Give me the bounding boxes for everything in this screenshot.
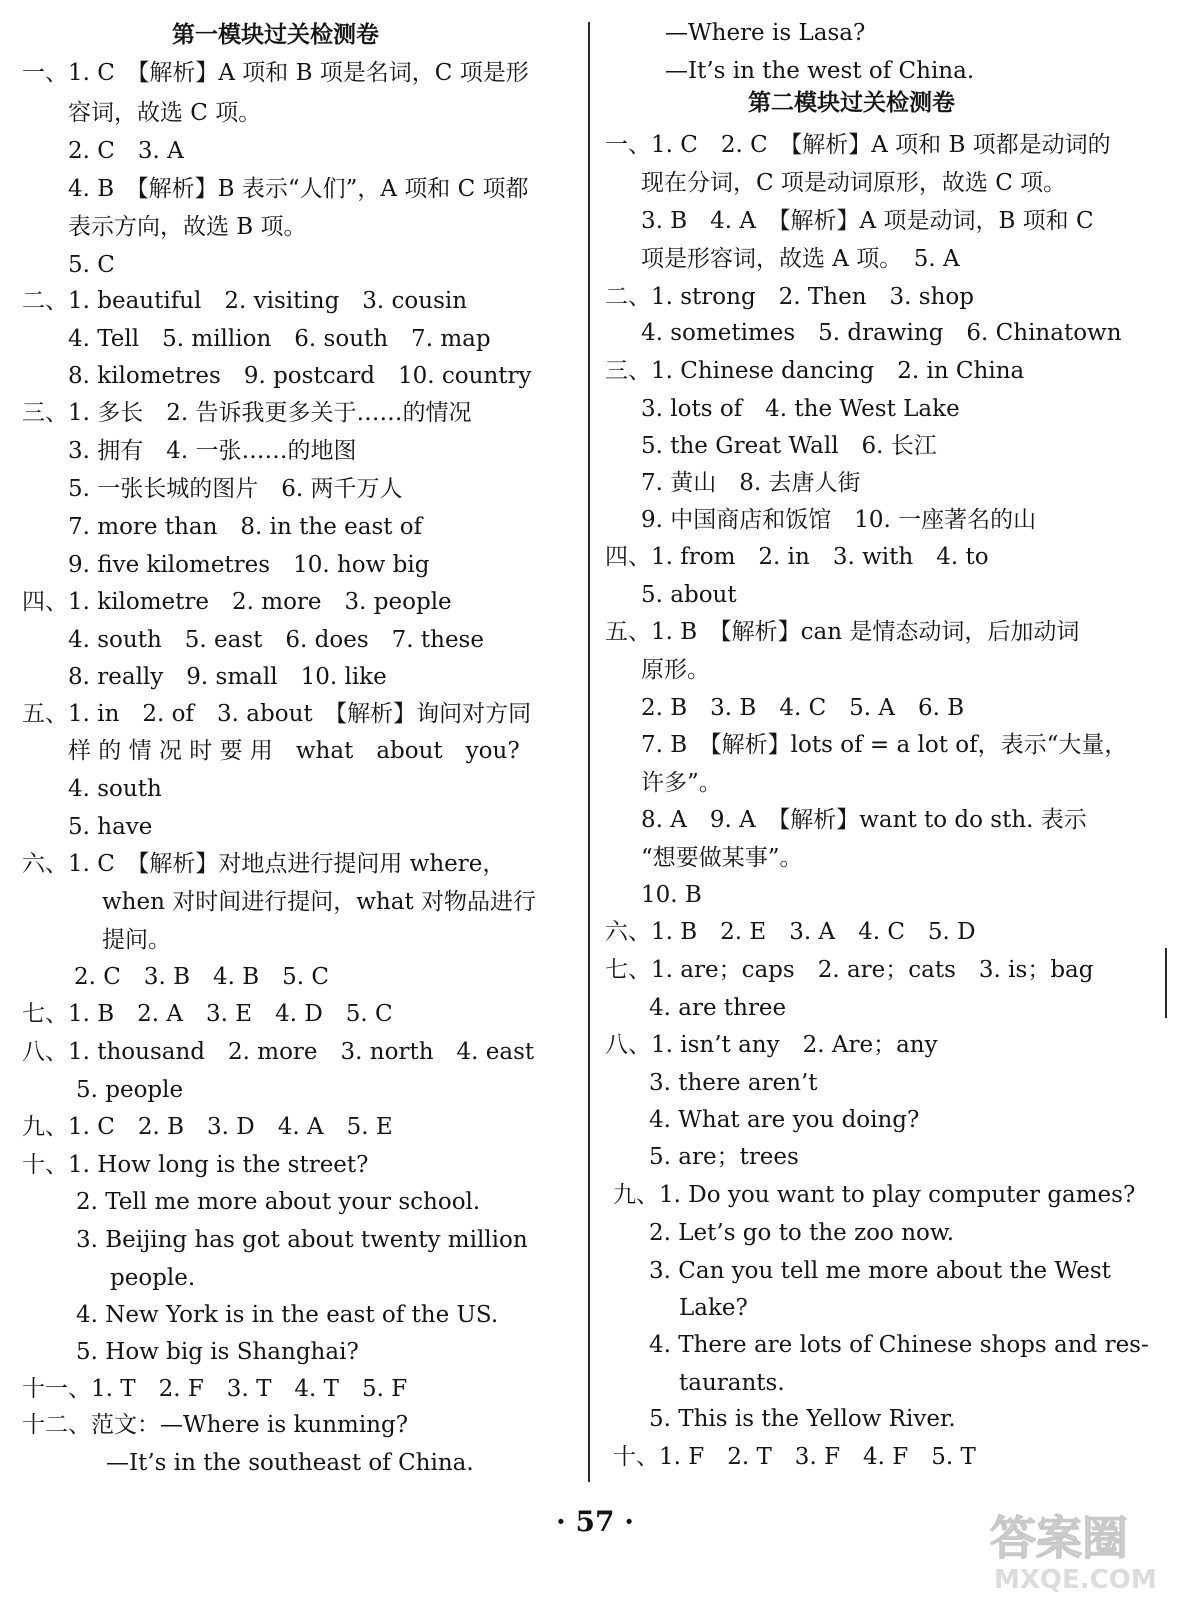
answer-line: 十一、1. T 2. F 3. T 4. T 5. F (22, 1376, 408, 1402)
answer-line: 六、1. C 【解析】对地点进行提问用 where， (22, 851, 506, 877)
answer-line: 样 的 情 况 时 要 用 what about you? (68, 738, 520, 764)
answer-line: 六、1. B 2. E 3. A 4. C 5. D (605, 919, 976, 945)
answer-line: 3. Beijing has got about twenty million (76, 1227, 528, 1253)
answer-line: 四、1. from 2. in 3. with 4. to (605, 544, 989, 570)
answer-line: 容词，故选 C 项。 (68, 100, 262, 126)
answer-line: 提问。 (102, 927, 171, 953)
answer-line: 3. lots of 4. the West Lake (641, 396, 960, 422)
answer-line: 八、1. isn’t any 2. Are；any (605, 1032, 938, 1058)
answer-line: 5. about (641, 582, 737, 608)
answer-line: 五、1. B 【解析】can 是情态动词，后加动词 (605, 619, 1080, 645)
answer-line: —Where is Lasa? (665, 20, 866, 46)
answer-line: 九、1. C 2. B 3. D 4. A 5. E (22, 1114, 393, 1140)
answer-line: —It’s in the west of China. (665, 58, 975, 84)
answer-line: 9. 中国商店和饭馆 10. 一座著名的山 (641, 507, 1037, 533)
answer-line: 四、1. kilometre 2. more 3. people (22, 589, 452, 615)
answer-line: 3. there aren’t (649, 1070, 818, 1096)
answer-line: 8. really 9. small 10. like (68, 664, 387, 690)
answer-line: 7. 黄山 8. 去唐人街 (641, 470, 861, 496)
watermark-logo (982, 1498, 1172, 1594)
answer-line: 原形。 (641, 657, 710, 683)
answer-line: 许多”。 (641, 770, 722, 796)
watermark-url: MXQE.COM (994, 1565, 1157, 1594)
answer-line: 2. Tell me more about your school. (76, 1189, 481, 1215)
answer-line: 十、1. F 2. T 3. F 4. F 5. T (613, 1444, 976, 1470)
answer-line: 3. Can you tell me more about the West (649, 1258, 1111, 1284)
answer-line: 4. There are lots of Chinese shops and res- (649, 1332, 1149, 1358)
answer-line: 4. New York is in the east of the US. (76, 1302, 499, 1328)
answer-line: 4. B 【解析】B 表示“人们”，A 项和 C 项都 (68, 176, 529, 202)
answer-line: 4. What are you doing? (649, 1107, 920, 1133)
answer-line: 九、1. Do you want to play computer games? (613, 1182, 1136, 1208)
answer-line: 3. B 4. A 【解析】A 项是动词，B 项和 C (641, 208, 1094, 234)
answer-line: 10. B (641, 882, 702, 908)
answer-line: 2. Let’s go to the zoo now. (649, 1220, 955, 1246)
answer-line: —It’s in the southeast of China. (106, 1450, 474, 1476)
answer-line: when 对时间进行提问，what 对物品进行 (102, 889, 537, 915)
answer-line: Lake? (679, 1295, 748, 1321)
answer-line: people. (110, 1265, 196, 1291)
answer-line: 七、1. B 2. A 3. E 4. D 5. C (22, 1001, 393, 1027)
answer-line: 7. B 【解析】lots of = a lot of，表示“大量， (641, 732, 1128, 758)
answer-line: 五、1. in 2. of 3. about 【解析】询问对方同 (22, 701, 532, 727)
answer-line: taurants. (679, 1370, 785, 1396)
answer-line: 5. This is the Yellow River. (649, 1406, 956, 1432)
answer-line: 5. people (76, 1077, 184, 1103)
column-divider (588, 22, 590, 1482)
answer-line: 4. south 5. east 6. does 7. these (68, 627, 484, 653)
module-2-title: 第二模块过关检测卷 (748, 89, 955, 116)
answer-line: 2. C 3. B 4. B 5. C (74, 964, 330, 990)
answer-line: 三、1. Chinese dancing 2. in China (605, 358, 1025, 384)
edge-mark (1165, 948, 1167, 1018)
answer-line: 4. Tell 5. million 6. south 7. map (68, 326, 491, 352)
answer-line: 项是形容词，故选 A 项。 5. A (641, 246, 960, 272)
answer-line: 十二、范文：—Where is kunming? (22, 1412, 409, 1438)
answer-line: 八、1. thousand 2. more 3. north 4. east (22, 1039, 535, 1065)
answer-line: 2. C 3. A (68, 138, 184, 164)
answer-line: “想要做某事”。 (641, 845, 803, 871)
answer-line: 8. kilometres 9. postcard 10. country (68, 363, 532, 389)
answer-line: 5. are；trees (649, 1144, 799, 1170)
watermark-chars: 答案圈 (990, 1511, 1128, 1565)
answer-line: 现在分词，C 项是动词原形，故选 C 项。 (641, 170, 1067, 196)
answer-line: 5. the Great Wall 6. 长江 (641, 433, 937, 459)
answer-line: 4. south (68, 776, 162, 802)
answer-line: 3. 拥有 4. 一张……的地图 (68, 438, 357, 464)
answer-line: 表示方向，故选 B 项。 (68, 214, 307, 240)
answer-line: 三、1. 多长 2. 告诉我更多关于……的情况 (22, 400, 472, 426)
page-number: · 57 · (556, 1505, 634, 1538)
answer-line: 2. B 3. B 4. C 5. A 6. B (641, 695, 965, 721)
answer-line: 二、1. beautiful 2. visiting 3. cousin (22, 288, 468, 314)
answer-line: 8. A 9. A 【解析】want to do sth. 表示 (641, 807, 1087, 833)
answer-line: 七、1. are；caps 2. are；cats 3. is；bag (605, 957, 1094, 983)
answer-line: 5. How big is Shanghai? (76, 1339, 359, 1365)
answer-line: 二、1. strong 2. Then 3. shop (605, 284, 974, 310)
answer-line: 4. sometimes 5. drawing 6. Chinatown (641, 320, 1122, 346)
answer-line: 一、1. C 2. C 【解析】A 项和 B 项都是动词的 (605, 132, 1111, 158)
answer-line: 9. five kilometres 10. how big (68, 552, 430, 578)
answer-line: 7. more than 8. in the east of (68, 514, 423, 540)
answer-line: 一、1. C 【解析】A 项和 B 项是名词，C 项是形 (22, 60, 529, 86)
module-1-title: 第一模块过关检测卷 (172, 21, 379, 48)
answer-line: 4. are three (649, 995, 787, 1021)
answer-line: 十、1. How long is the street? (22, 1152, 369, 1178)
answer-line: 5. have (68, 814, 153, 840)
answer-line: 5. C (68, 252, 115, 278)
answer-line: 5. 一张长城的图片 6. 两千万人 (68, 476, 403, 502)
